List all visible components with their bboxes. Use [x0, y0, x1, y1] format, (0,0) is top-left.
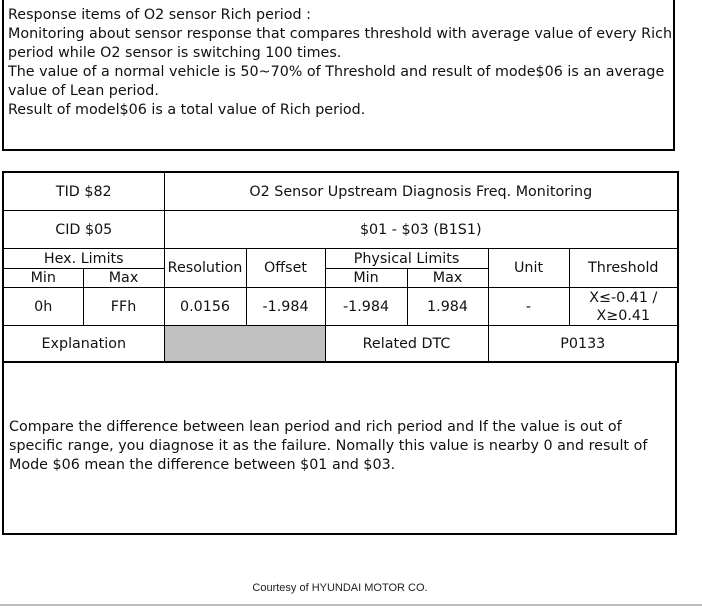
unit-header: Unit — [488, 249, 569, 288]
cid-label: CID $05 — [3, 211, 164, 249]
gray-blank-cell — [164, 326, 325, 363]
threshold-header: Threshold — [569, 249, 678, 288]
intro-line: Monitoring about sensor response that compares threshold with average value of every Rich — [8, 26, 673, 42]
explanation-line: Mode $06 mean the difference between $01 and $03. — [9, 457, 396, 473]
explanation-line: Compare the difference between lean period and rich period and If the value is out of — [9, 419, 622, 435]
hex-max-value: FFh — [83, 288, 164, 326]
spec-table — [2, 171, 679, 363]
explanation-text-box — [2, 362, 677, 535]
intro-text-box — [2, 0, 675, 151]
intro-line: period while O2 sensor is switching 100 times. — [8, 45, 342, 61]
explanation-label: Explanation — [3, 326, 164, 363]
threshold-line-2: X≥0.41 — [596, 307, 651, 324]
hex-max-header: Max — [83, 269, 164, 288]
unit-value: - — [488, 288, 569, 326]
phys-min-value: -1.984 — [325, 288, 407, 326]
intro-line: Response items of O2 sensor Rich period : — [8, 7, 311, 23]
courtesy-footer: Courtesy of HYUNDAI MOTOR CO. — [252, 582, 428, 594]
phys-max-header: Max — [407, 269, 488, 288]
related-dtc-label: Related DTC — [325, 326, 488, 363]
threshold-value — [569, 288, 678, 326]
offset-value: -1.984 — [246, 288, 325, 326]
bottom-divider — [0, 604, 702, 606]
resolution-value: 0.0156 — [164, 288, 246, 326]
intro-line: Result of model$06 is a total value of Rich period. — [8, 102, 366, 118]
hex-min-header: Min — [3, 269, 83, 288]
offset-header: Offset — [246, 249, 325, 288]
intro-line: value of Lean period. — [8, 83, 159, 99]
phys-min-header: Min — [325, 269, 407, 288]
explanation-line: specific range, you diagnose it as the failure. Nomally this value is nearby 0 and result of — [9, 438, 648, 454]
tid-label: TID $82 — [3, 172, 164, 211]
physical-limits-header: Physical Limits — [325, 249, 488, 269]
cid-description: $01 - $03 (B1S1) — [164, 211, 678, 249]
intro-line: The value of a normal vehicle is 50~70% of Threshold and result of mode$06 is an average — [8, 64, 665, 80]
dtc-code: P0133 — [488, 326, 678, 363]
resolution-header: Resolution — [164, 249, 246, 288]
threshold-line-1: X≤-0.41 / — [589, 289, 658, 306]
phys-max-value: 1.984 — [407, 288, 488, 326]
tid-description: O2 Sensor Upstream Diagnosis Freq. Monitoring — [164, 172, 678, 211]
hex-limits-header: Hex. Limits — [3, 249, 164, 269]
hex-min-value: 0h — [3, 288, 83, 326]
